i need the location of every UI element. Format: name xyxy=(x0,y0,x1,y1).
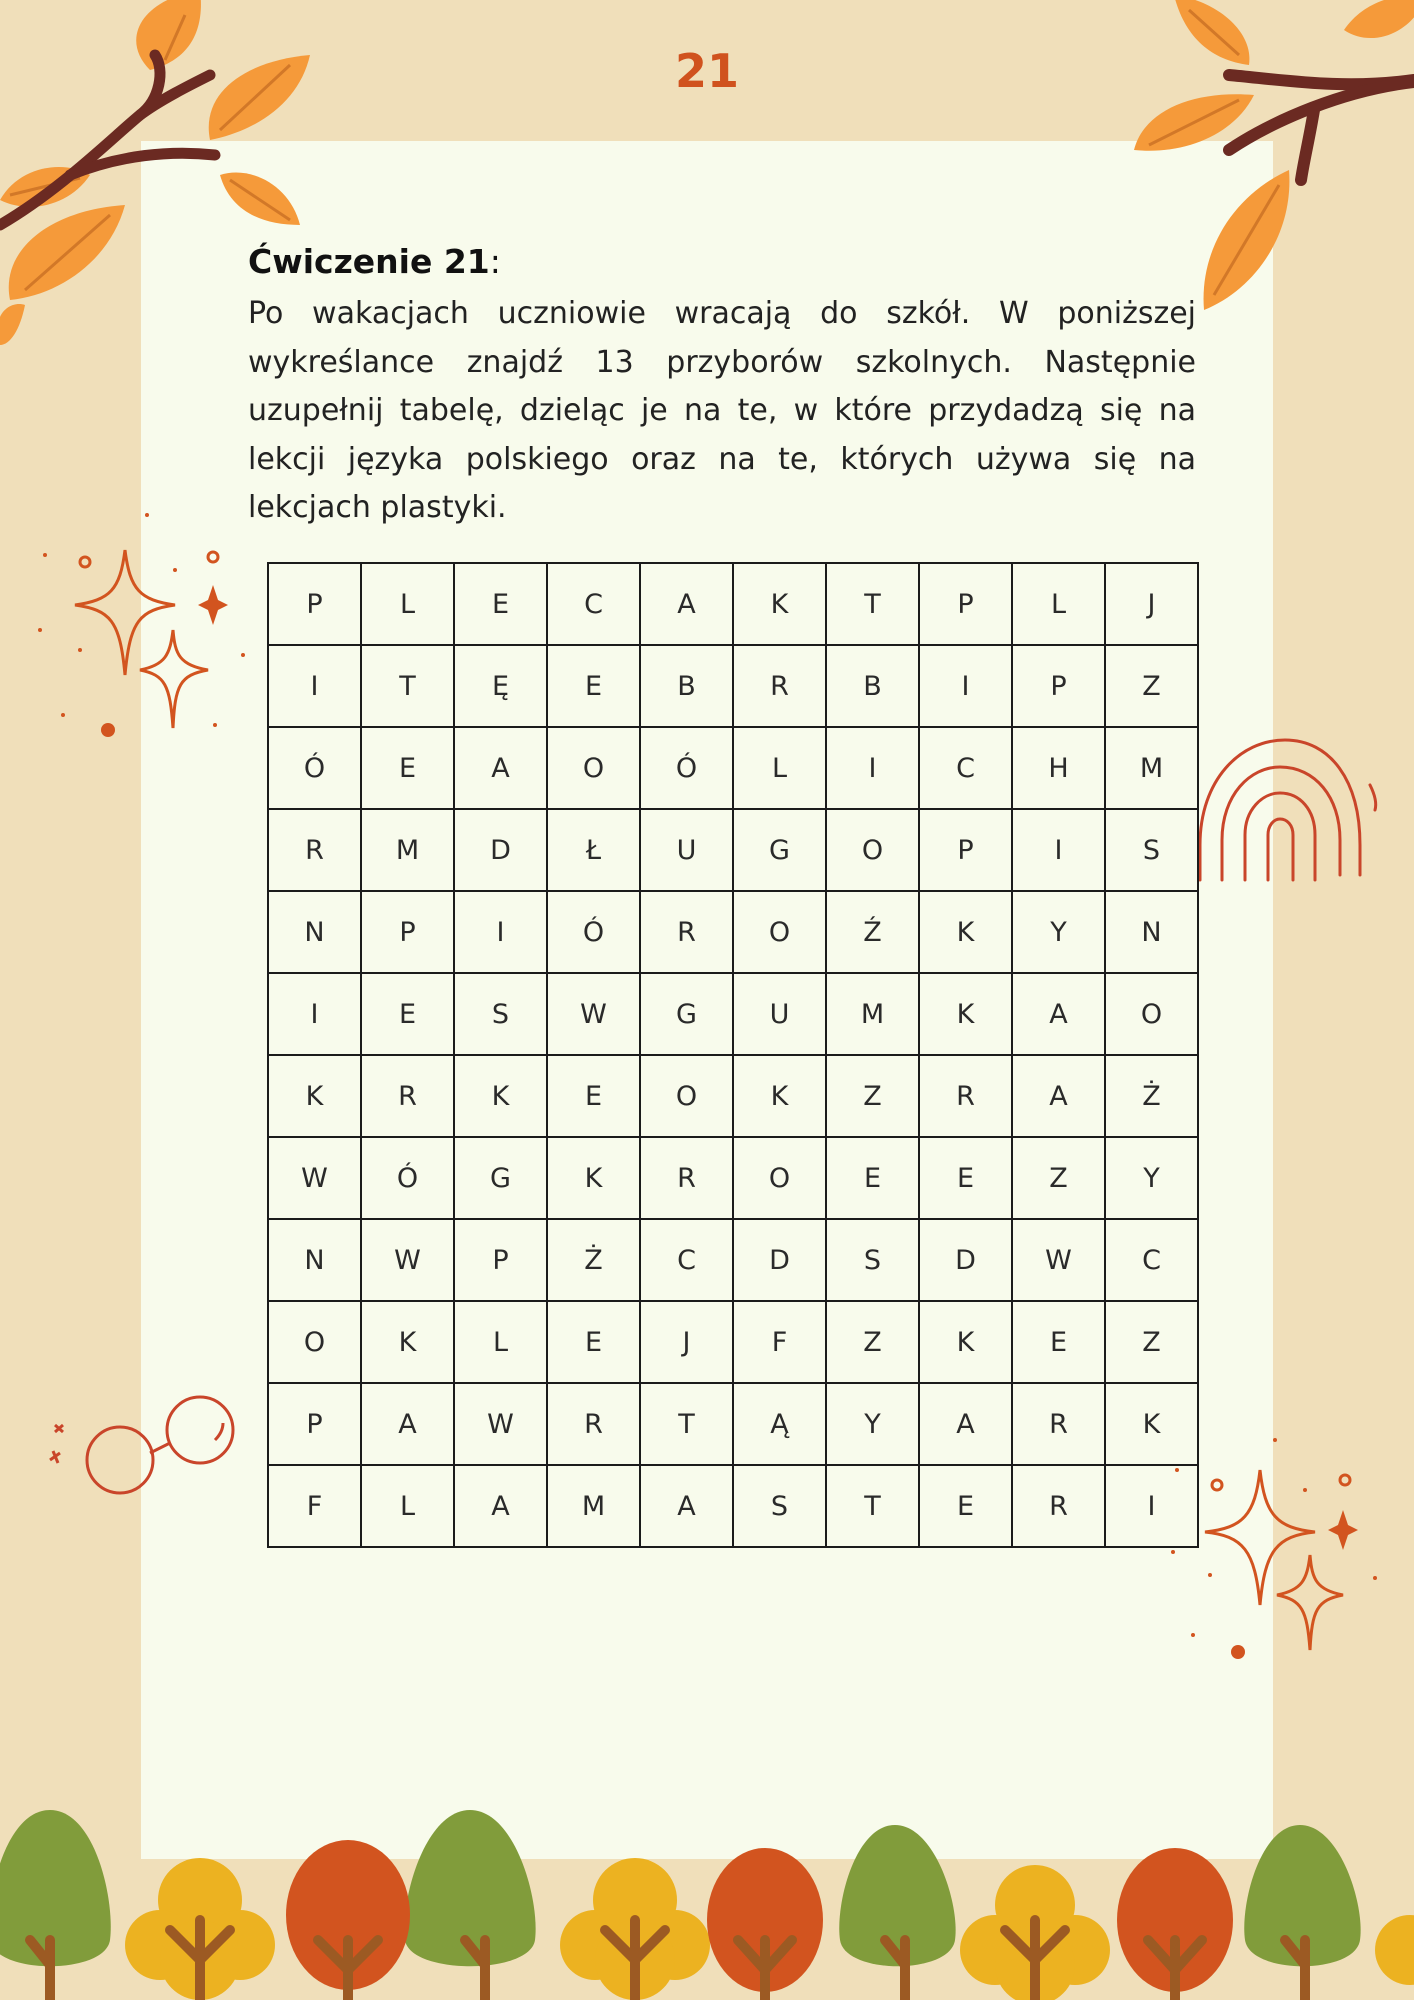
rainbow-doodle xyxy=(1190,735,1380,885)
grid-cell[interactable]: L xyxy=(361,563,454,645)
grid-cell[interactable]: K xyxy=(361,1301,454,1383)
grid-cell[interactable]: Y xyxy=(826,1383,919,1465)
autumn-trees-row xyxy=(0,1790,1414,2000)
grid-cell[interactable]: E xyxy=(361,973,454,1055)
grid-cell[interactable]: O xyxy=(1105,973,1198,1055)
grid-row xyxy=(268,1465,1198,1547)
grid-cell[interactable]: M xyxy=(361,809,454,891)
grid-cell[interactable]: K xyxy=(733,1055,826,1137)
grid-cell[interactable]: P xyxy=(919,809,1012,891)
grid-cell[interactable]: G xyxy=(733,809,826,891)
grid-cell[interactable]: T xyxy=(640,1383,733,1465)
grid-cell[interactable]: M xyxy=(1105,727,1198,809)
page-number: 21 xyxy=(674,44,739,98)
grid-cell[interactable]: R xyxy=(1012,1465,1105,1547)
grid-cell[interactable]: B xyxy=(640,645,733,727)
grid-cell[interactable]: N xyxy=(268,1219,361,1301)
circles-doodle xyxy=(45,1385,245,1505)
grid-cell[interactable]: T xyxy=(826,563,919,645)
grid-cell[interactable]: A xyxy=(919,1383,1012,1465)
grid-cell[interactable]: Ó xyxy=(268,727,361,809)
grid-cell[interactable]: R xyxy=(268,809,361,891)
grid-cell[interactable]: R xyxy=(1012,1383,1105,1465)
grid-cell[interactable]: L xyxy=(454,1301,547,1383)
grid-row xyxy=(268,973,1198,1055)
grid-cell[interactable]: Ż xyxy=(547,1219,640,1301)
grid-row xyxy=(268,563,1198,645)
grid-cell[interactable]: E xyxy=(547,1055,640,1137)
grid-cell[interactable]: Ó xyxy=(547,891,640,973)
grid-cell[interactable]: U xyxy=(733,973,826,1055)
grid-cell[interactable]: R xyxy=(640,891,733,973)
grid-cell[interactable]: M xyxy=(547,1465,640,1547)
grid-cell[interactable]: A xyxy=(1012,1055,1105,1137)
grid-cell[interactable]: G xyxy=(640,973,733,1055)
grid-cell[interactable]: G xyxy=(454,1137,547,1219)
grid-cell[interactable]: E xyxy=(826,1137,919,1219)
grid-cell[interactable]: O xyxy=(733,1137,826,1219)
grid-cell[interactable]: A xyxy=(454,727,547,809)
grid-cell[interactable]: O xyxy=(268,1301,361,1383)
grid-cell[interactable]: K xyxy=(454,1055,547,1137)
grid-cell[interactable]: Ó xyxy=(361,1137,454,1219)
grid-cell[interactable]: A xyxy=(1012,973,1105,1055)
grid-cell[interactable]: M xyxy=(826,973,919,1055)
grid-cell[interactable]: Ł xyxy=(547,809,640,891)
grid-cell[interactable]: C xyxy=(547,563,640,645)
exercise-title-text: Ćwiczenie 21 xyxy=(248,242,490,281)
grid-cell[interactable]: Z xyxy=(1012,1137,1105,1219)
grid-cell[interactable]: O xyxy=(826,809,919,891)
grid-cell[interactable]: Ź xyxy=(826,891,919,973)
grid-cell[interactable]: I xyxy=(268,645,361,727)
grid-cell[interactable]: W xyxy=(547,973,640,1055)
sparkle-decoration-left xyxy=(30,510,230,740)
grid-cell[interactable]: K xyxy=(733,563,826,645)
grid-row xyxy=(268,1137,1198,1219)
grid-cell[interactable]: A xyxy=(640,563,733,645)
grid-cell[interactable]: I xyxy=(454,891,547,973)
grid-cell[interactable]: S xyxy=(1105,809,1198,891)
grid-cell[interactable]: A xyxy=(361,1383,454,1465)
grid-cell[interactable]: F xyxy=(733,1301,826,1383)
grid-cell[interactable]: D xyxy=(919,1219,1012,1301)
grid-row xyxy=(268,1301,1198,1383)
word-search-grid xyxy=(267,562,1199,1548)
grid-cell[interactable]: T xyxy=(361,645,454,727)
grid-cell[interactable]: Z xyxy=(826,1055,919,1137)
grid-cell[interactable]: K xyxy=(1105,1383,1198,1465)
grid-cell[interactable]: W xyxy=(268,1137,361,1219)
grid-cell[interactable]: L xyxy=(361,1465,454,1547)
exercise-title-colon: : xyxy=(489,242,501,281)
grid-cell[interactable]: Ż xyxy=(1105,1055,1198,1137)
grid-cell[interactable]: O xyxy=(640,1055,733,1137)
grid-cell[interactable]: U xyxy=(640,809,733,891)
grid-cell[interactable]: D xyxy=(733,1219,826,1301)
grid-cell[interactable]: R xyxy=(919,1055,1012,1137)
grid-row xyxy=(268,727,1198,809)
grid-cell[interactable]: P xyxy=(454,1219,547,1301)
grid-cell[interactable]: R xyxy=(547,1383,640,1465)
grid-cell[interactable]: T xyxy=(826,1465,919,1547)
grid-cell[interactable]: O xyxy=(733,891,826,973)
grid-cell[interactable]: K xyxy=(919,1301,1012,1383)
grid-cell[interactable]: I xyxy=(1105,1465,1198,1547)
grid-cell[interactable]: C xyxy=(1105,1219,1198,1301)
grid-cell[interactable]: P xyxy=(1012,645,1105,727)
grid-cell[interactable]: K xyxy=(919,891,1012,973)
grid-cell[interactable]: I xyxy=(919,645,1012,727)
grid-cell[interactable]: J xyxy=(1105,563,1198,645)
grid-cell[interactable]: P xyxy=(268,1383,361,1465)
grid-cell[interactable]: E xyxy=(919,1137,1012,1219)
grid-cell[interactable]: E xyxy=(547,645,640,727)
grid-cell[interactable]: C xyxy=(640,1219,733,1301)
grid-cell[interactable]: R xyxy=(361,1055,454,1137)
grid-cell[interactable]: O xyxy=(547,727,640,809)
grid-cell[interactable]: W xyxy=(454,1383,547,1465)
grid-cell[interactable]: L xyxy=(733,727,826,809)
grid-cell[interactable]: P xyxy=(361,891,454,973)
grid-cell[interactable]: Ó xyxy=(640,727,733,809)
autumn-branch-top-right xyxy=(1104,0,1414,330)
grid-cell[interactable]: W xyxy=(1012,1219,1105,1301)
grid-cell[interactable]: N xyxy=(1105,891,1198,973)
grid-cell[interactable]: I xyxy=(268,973,361,1055)
grid-cell[interactable]: Z xyxy=(1105,1301,1198,1383)
grid-cell[interactable]: D xyxy=(454,809,547,891)
grid-cell[interactable]: Ę xyxy=(454,645,547,727)
grid-row xyxy=(268,891,1198,973)
grid-cell[interactable]: R xyxy=(640,1137,733,1219)
grid-cell[interactable]: C xyxy=(919,727,1012,809)
grid-cell[interactable]: Ą xyxy=(733,1383,826,1465)
grid-row xyxy=(268,1219,1198,1301)
grid-cell[interactable]: Y xyxy=(1012,891,1105,973)
grid-cell[interactable]: Z xyxy=(826,1301,919,1383)
grid-cell[interactable]: A xyxy=(640,1465,733,1547)
grid-cell[interactable]: H xyxy=(1012,727,1105,809)
grid-cell[interactable]: S xyxy=(454,973,547,1055)
grid-cell[interactable]: S xyxy=(733,1465,826,1547)
grid-row xyxy=(268,1055,1198,1137)
grid-cell[interactable]: P xyxy=(268,563,361,645)
grid-row xyxy=(268,1383,1198,1465)
exercise-instruction: Po wakacjach uczniowie wracają do szkół. W poniższej wykreślance znajdź 13 przyborów szkolnych. Następnie uzupełnij tabelę, dzieląc je na te, w które przydadzą się na lekcji języka polskiego oraz na te, których używa się na lekcjach plastyki. xyxy=(248,296,1196,525)
grid-cell[interactable]: K xyxy=(268,1055,361,1137)
grid-cell[interactable]: E xyxy=(1012,1301,1105,1383)
grid-cell[interactable]: I xyxy=(1012,809,1105,891)
grid-cell[interactable]: N xyxy=(268,891,361,973)
grid-row xyxy=(268,809,1198,891)
grid-cell[interactable]: P xyxy=(919,563,1012,645)
grid-cell[interactable]: A xyxy=(454,1465,547,1547)
grid-cell[interactable]: Z xyxy=(1105,645,1198,727)
grid-cell[interactable]: K xyxy=(919,973,1012,1055)
grid-cell[interactable]: J xyxy=(640,1301,733,1383)
grid-cell[interactable]: S xyxy=(826,1219,919,1301)
grid-cell[interactable]: E xyxy=(361,727,454,809)
exercise-title xyxy=(248,242,501,281)
grid-cell[interactable]: K xyxy=(547,1137,640,1219)
grid-row xyxy=(268,645,1198,727)
grid-cell[interactable]: I xyxy=(826,727,919,809)
grid-cell[interactable]: Y xyxy=(1105,1137,1198,1219)
grid-cell[interactable]: F xyxy=(268,1465,361,1547)
grid-cell[interactable]: E xyxy=(919,1465,1012,1547)
grid-cell[interactable]: R xyxy=(733,645,826,727)
grid-cell[interactable]: W xyxy=(361,1219,454,1301)
grid-cell[interactable]: E xyxy=(547,1301,640,1383)
grid-cell[interactable]: L xyxy=(1012,563,1105,645)
grid-cell[interactable]: B xyxy=(826,645,919,727)
grid-cell[interactable]: E xyxy=(454,563,547,645)
